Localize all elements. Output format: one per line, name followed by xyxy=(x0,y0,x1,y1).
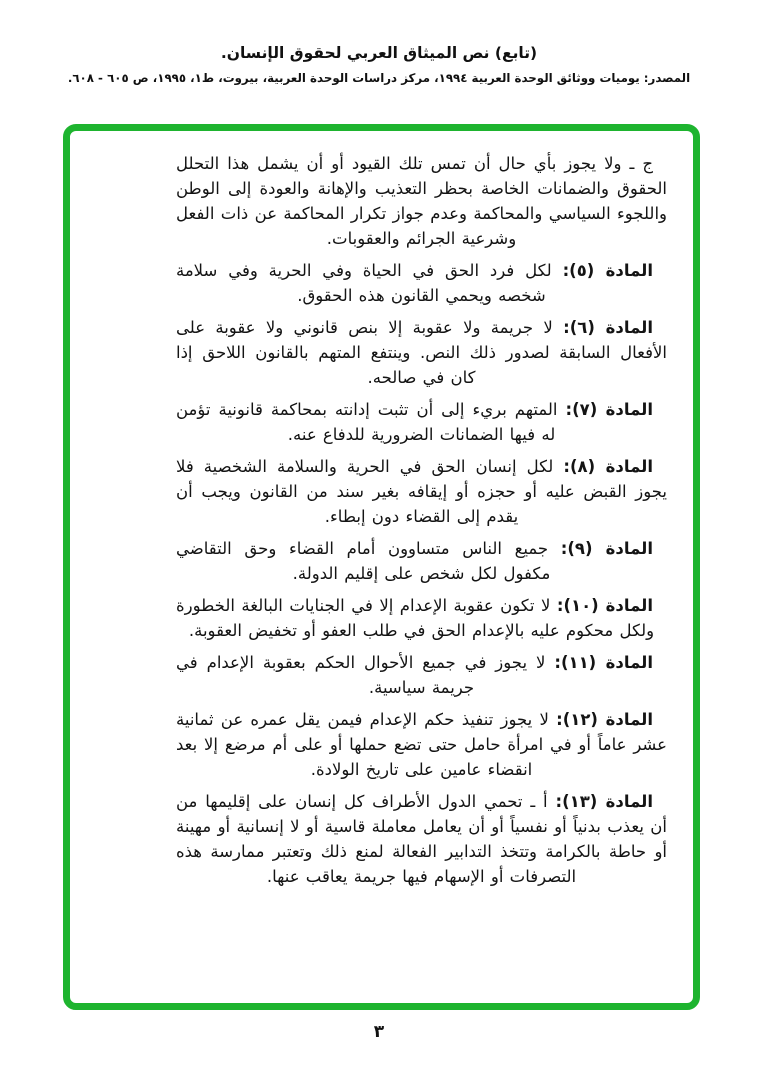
article-paragraph xyxy=(176,536,667,586)
article-paragraph xyxy=(176,397,667,447)
article-label: المادة (٨): xyxy=(563,457,653,476)
page-number: ٣ xyxy=(373,1022,385,1042)
page-header xyxy=(0,44,758,85)
article-label: المادة (٩): xyxy=(560,539,654,558)
article-paragraph xyxy=(176,707,667,782)
article-label: المادة (١١): xyxy=(554,653,653,672)
article-text: ج ـ ولا يجوز بأي حال أن تمس تلك القيود أو أن يشمل هذا التحلل الحقوق والضمانات الخاصة بحظر التعذيب والإهانة والعودة إلى الوطن واللجوء السياسي والمحاكمة وعدم جواز تكرار المحاكمة عن ذات الفعل وشرعية الجرائم والعقوبات. xyxy=(176,154,667,248)
article-paragraph xyxy=(176,151,667,251)
article-text: المتهم بريء إلى أن تثبت إدانته بمحاكمة قانونية تؤمن له فيها الضمانات الضرورية للدفاع عنه. xyxy=(176,400,558,444)
article-text: لا يجوز تنفيذ حكم الإعدام فيمن يقل عمره عن ثمانية عشر عاماً أو في امرأة حامل حتى تضع حملها أو على أم مرضع إلا بعد انقضاء عامين على تاريخ الولادة. xyxy=(176,710,667,779)
article-label: المادة (١٢): xyxy=(556,710,653,729)
article-label: المادة (٧): xyxy=(565,400,654,419)
page-title: (تابع) نص الميثاق العربي لحقوق الإنسان. xyxy=(220,44,538,62)
article-text: لا جريمة ولا عقوبة إلا بنص قانوني ولا عقوبة على الأفعال السابقة لصدور ذلك النص. وينتفع المتهم بالقانون اللاحق إذا كان في صالحه. xyxy=(176,318,667,387)
article-text: لا تكون عقوبة الإعدام إلا في الجنايات البالغة الخطورة ولكل محكوم عليه بالإعدام الحق في طلب العفو أو تخفيض العقوبة. xyxy=(176,596,655,640)
article-paragraph xyxy=(176,258,667,308)
article-paragraph xyxy=(176,454,667,529)
article-text: لا يجوز في جميع الأحوال الحكم بعقوبة الإعدام في جريمة سياسية. xyxy=(176,653,546,697)
article-text: أ ـ تحمي الدول الأطراف كل إنسان على إقليمها من أن يعذب بدنياً أو نفسياً أو أن يعامل معاملة قاسية أو لا إنسانية أو مهينة أو حاطة بالكرامة وتتخذ التدابير الفعالة لمنع ذلك وتعتبر ممارسة هذه التصرفات أو الإسهام فيها جريمة يعاقب عنها. xyxy=(176,792,667,886)
text-column xyxy=(176,151,667,896)
article-text: جميع الناس متساوون أمام القضاء وحق التقاضي مكفول لكل شخص على إقليم الدولة. xyxy=(176,539,551,583)
article-label: المادة (٥): xyxy=(562,261,654,280)
article-paragraph xyxy=(176,650,667,700)
article-paragraph xyxy=(176,315,667,390)
article-text: لكل فرد الحق في الحياة وفي الحرية وفي سلامة شخصه ويحمي القانون هذه الحقوق. xyxy=(176,261,552,305)
article-paragraph xyxy=(176,593,667,643)
article-paragraph xyxy=(176,789,667,889)
article-label: المادة (١٠): xyxy=(556,596,653,615)
article-label: المادة (٦): xyxy=(563,318,653,337)
source-line: المصدر: يوميات ووثائق الوحدة العربية ١٩٩٤، مركز دراسات الوحدة العربية، بيروت، ط١، ١٩٩٥، ص ٦٠٥ - ٦٠٨. xyxy=(67,71,691,85)
article-text: لكل إنسان الحق في الحرية والسلامة الشخصية فلا يجوز القبض عليه أو حجزه أو إيقافه بغير سند من القانون ويجب أن يقدم إلى القضاء دون إبطاء. xyxy=(176,457,667,526)
article-label: المادة (١٣): xyxy=(555,792,653,811)
content-frame xyxy=(63,124,700,1010)
